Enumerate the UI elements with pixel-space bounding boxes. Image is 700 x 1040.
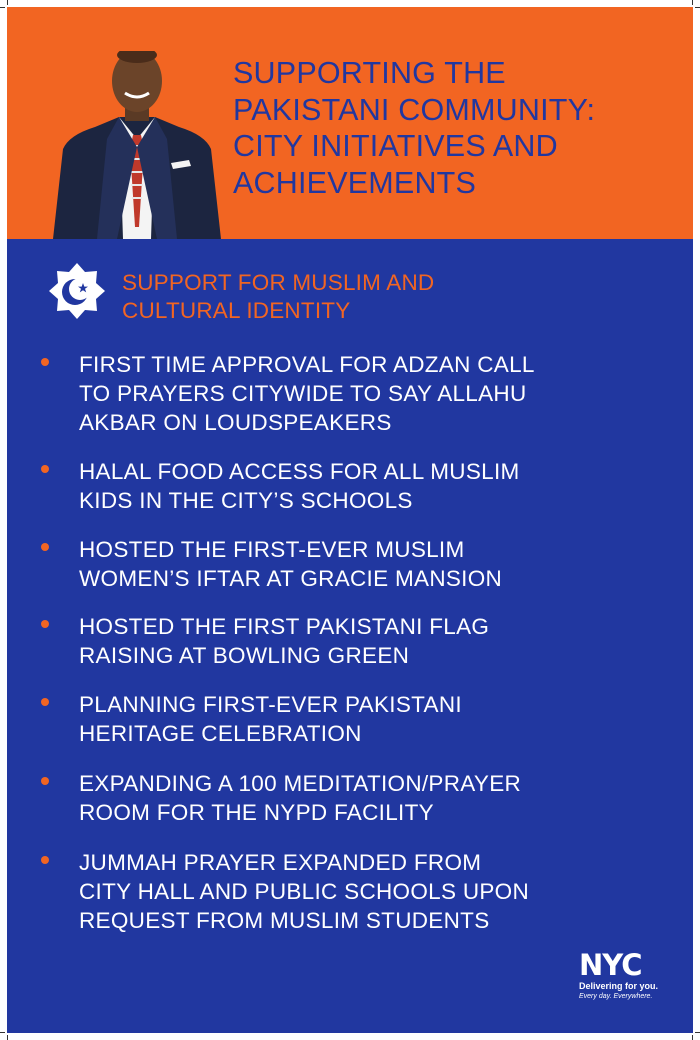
list-item-text — [79, 350, 679, 437]
crop-mark — [692, 0, 693, 5]
bullet-dot-icon — [41, 777, 49, 785]
bullet-dot-icon — [41, 465, 49, 473]
crop-mark — [7, 1035, 8, 1040]
list-item-line: PLANNING FIRST-EVER PAKISTANI — [79, 692, 462, 717]
poster — [7, 7, 693, 1033]
title-line: PAKISTANI COMMUNITY: — [233, 92, 596, 127]
title-line: CITY INITIATIVES AND — [233, 129, 558, 163]
bullet-dot-icon — [41, 543, 49, 551]
crop-mark — [695, 1032, 700, 1033]
bullet-dot-icon — [41, 698, 49, 706]
list-item-text — [79, 848, 679, 935]
section-heading-line: CULTURAL IDENTITY — [122, 298, 351, 323]
list-item-text — [79, 612, 679, 670]
list-item-line: KIDS IN THE CITY’S SCHOOLS — [79, 488, 413, 513]
logo-subline: Every day. Everywhere. — [579, 993, 653, 1000]
bullet-list — [7, 239, 693, 1033]
list-item-text — [79, 457, 679, 515]
list-item-line: EXPANDING A 100 MEDITATION/PRAYER — [79, 771, 522, 796]
list-item-line: WOMEN’S IFTAR AT GRACIE MANSION — [79, 566, 503, 591]
list-item-line: HOSTED THE FIRST-EVER MUSLIM — [79, 537, 465, 562]
bullet-dot-icon — [41, 620, 49, 628]
list-item-text — [79, 769, 679, 827]
list-item-line: REQUEST FROM MUSLIM STUDENTS — [79, 908, 490, 933]
crop-mark — [7, 0, 8, 5]
section-heading-line: SUPPORT FOR MUSLIM AND — [122, 270, 435, 295]
list-item-line: HERITAGE CELEBRATION — [79, 721, 362, 746]
list-item-line: RAISING AT BOWLING GREEN — [79, 643, 410, 668]
list-item-text — [79, 690, 679, 748]
list-item-line: HALAL FOOD ACCESS FOR ALL MUSLIM — [79, 459, 520, 484]
official-portrait — [47, 51, 227, 239]
list-item-line: ROOM FOR THE NYPD FACILITY — [79, 800, 434, 825]
crop-mark — [692, 1035, 693, 1040]
list-item-line: HOSTED THE FIRST PAKISTANI FLAG — [79, 614, 490, 639]
crop-mark — [0, 1032, 5, 1033]
page-title — [233, 55, 673, 201]
list-item-line: CITY HALL AND PUBLIC SCHOOLS UPON — [79, 879, 530, 904]
bullet-dot-icon — [41, 358, 49, 366]
crop-mark — [0, 7, 5, 8]
title-line: ACHIEVEMENTS — [233, 165, 477, 200]
content-panel — [7, 239, 693, 1033]
title-line: SUPPORTING THE — [233, 56, 506, 90]
nyc-logo — [579, 949, 659, 1013]
crop-mark — [695, 7, 700, 8]
list-item-text — [79, 535, 679, 593]
header-banner — [7, 7, 693, 239]
bullet-dot-icon — [41, 856, 49, 864]
logo-mark: NYC — [579, 948, 642, 982]
list-item-line: AKBAR ON LOUDSPEAKERS — [79, 410, 392, 435]
list-item-line: JUMMAH PRAYER EXPANDED FROM — [79, 850, 482, 875]
list-item-line: FIRST TIME APPROVAL FOR ADZAN CALL — [79, 352, 535, 377]
list-item-line: TO PRAYERS CITYWIDE TO SAY ALLAHU — [79, 381, 527, 406]
logo-tagline: Delivering for you. — [579, 981, 659, 991]
